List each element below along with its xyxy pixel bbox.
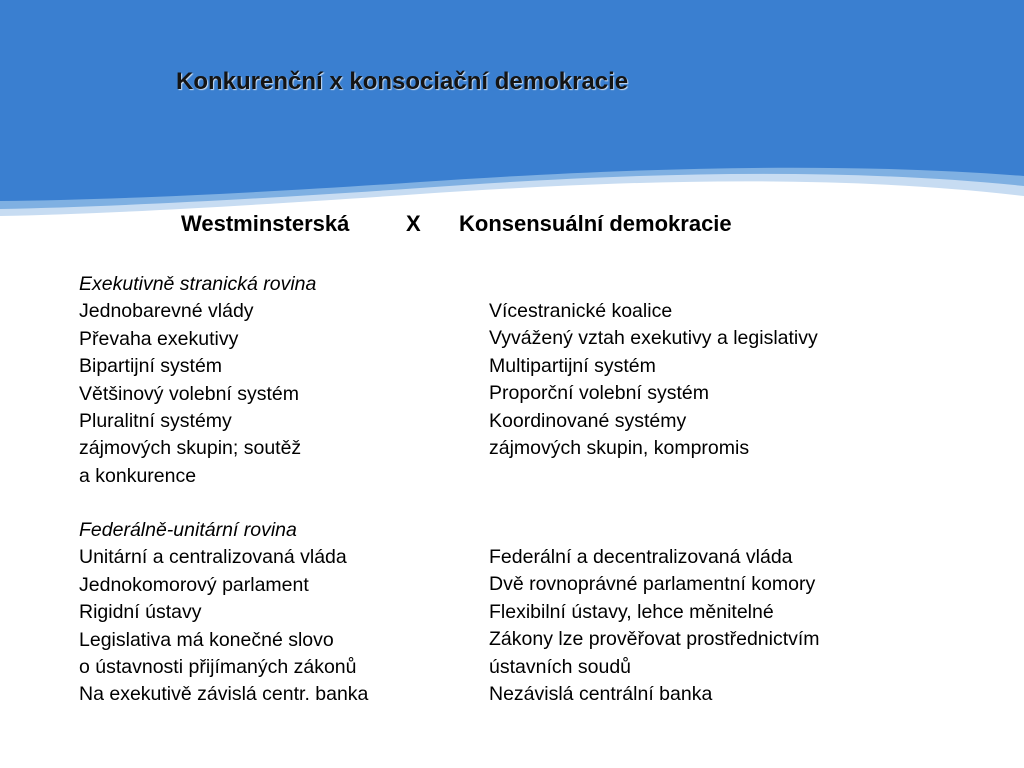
heading-consensual: Konsensuální demokracie (459, 211, 732, 236)
section-federal-left (79, 517, 368, 709)
right-item: Dvě rovnoprávné parlamentní komory (489, 573, 816, 596)
section-federal-right (489, 544, 820, 708)
left-item: Bipartijní systém (79, 355, 223, 378)
section-title-executive: Exekutivně stranická rovina (79, 273, 317, 295)
left-item: Jednobarevné vlády (79, 300, 254, 323)
left-item: Rigidní ústavy (79, 601, 202, 624)
right-item: Flexibilní ústavy, lehce měnitelné (489, 600, 774, 623)
right-item: Zákony lze prověřovat prostřednictvím (489, 628, 820, 651)
slide-title: Konkurenční x konsociační demokracie (176, 68, 629, 95)
section-executive-right (489, 298, 818, 462)
right-item: Nezávislá centrální banka (489, 682, 713, 705)
heading-westminster: Westminsterská (181, 211, 350, 236)
right-item: Multipartijní systém (489, 354, 656, 377)
left-item: a konkurence (79, 464, 197, 487)
left-item: Na exekutivě závislá centr. banka (79, 683, 369, 706)
left-item: zájmových skupin; soutěž (79, 437, 302, 460)
heading-separator: X (406, 211, 421, 236)
left-item: Většinový volební systém (79, 382, 300, 405)
right-item: Vyvážený vztah exekutivy a legislativy (489, 327, 818, 350)
right-item: Koordinované systémy (489, 409, 687, 432)
left-item: Převaha exekutivy (79, 327, 239, 350)
right-item: zájmových skupin, kompromis (489, 436, 750, 459)
section-executive-left (79, 271, 316, 490)
left-item: Jednokomorový parlament (79, 573, 309, 596)
section-title-federal: Federálně-unitární rovina (79, 519, 297, 541)
right-item: Proporční volební systém (489, 382, 710, 405)
left-item: Legislativa má konečné slovo (79, 628, 334, 651)
left-item: Pluralitní systémy (79, 409, 232, 432)
left-item: o ústavnosti přijímaných zákonů (79, 655, 357, 678)
header-banner (0, 0, 1024, 230)
right-item: Vícestranické koalice (489, 300, 673, 322)
left-item: Unitární a centralizovaná vláda (79, 546, 347, 569)
right-item: ústavních soudů (489, 655, 632, 678)
right-item: Federální a decentralizovaná vláda (489, 546, 793, 568)
